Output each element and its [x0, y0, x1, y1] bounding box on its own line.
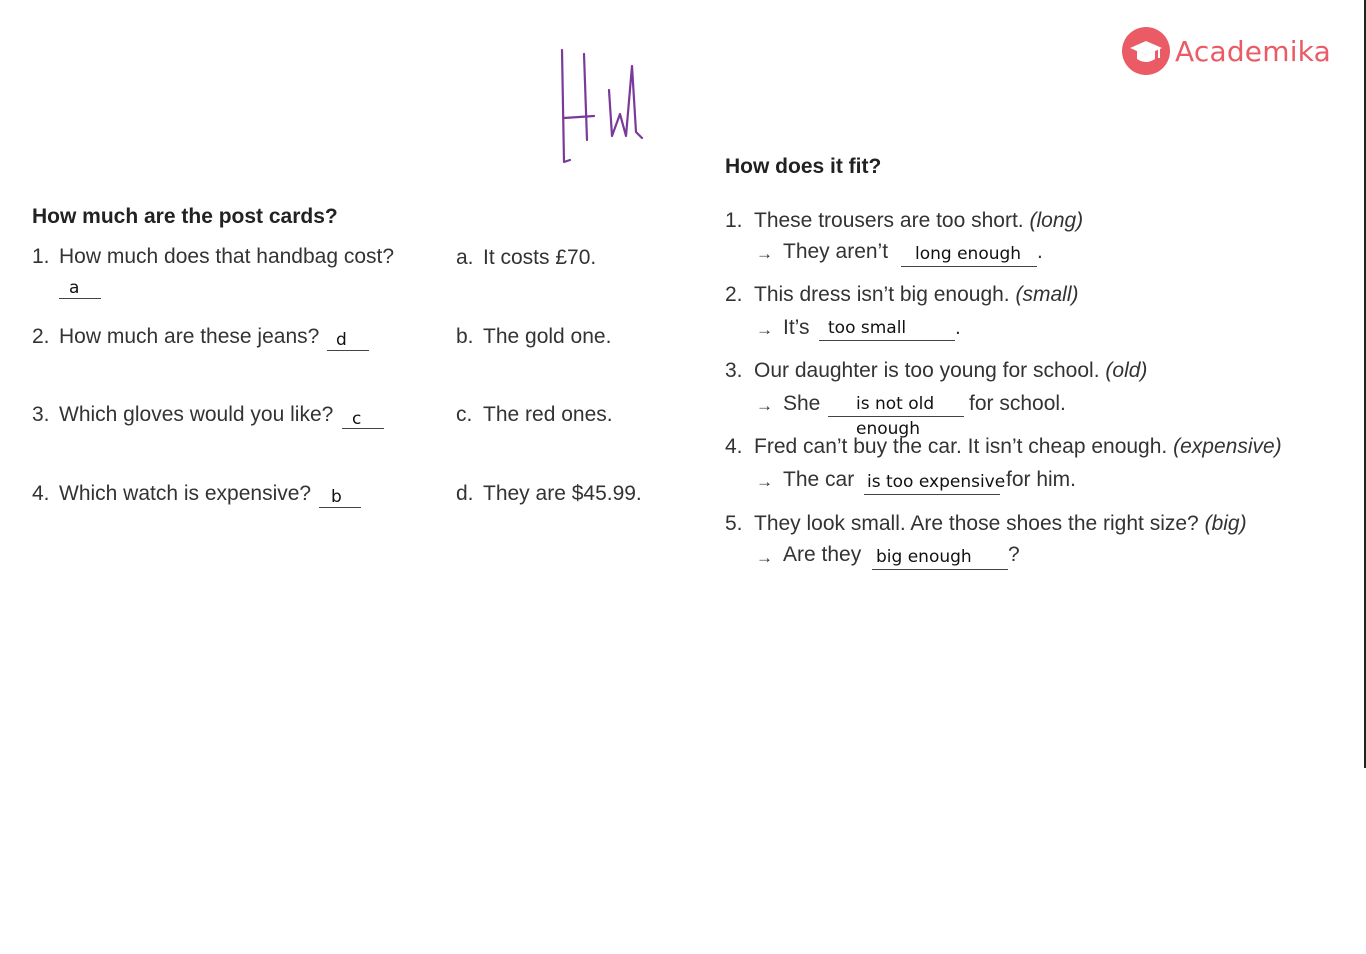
arrow-icon: → — [756, 244, 773, 263]
question-number: 1. — [32, 245, 50, 268]
option-text: The red ones. — [483, 403, 613, 426]
arrow-icon: → — [756, 320, 773, 339]
item-number: 5. — [725, 512, 743, 535]
option-letter: a. — [456, 246, 474, 269]
logo-text: Academika — [1175, 34, 1331, 68]
item-prefix: She — [783, 392, 821, 415]
answer-text: a — [69, 278, 80, 298]
item-prefix: Are they — [783, 543, 862, 566]
item-prefix: The car — [783, 468, 855, 491]
question-number: 4. — [32, 482, 50, 505]
item-prefix: They aren’t — [783, 240, 889, 263]
item-sentence: Fred can’t buy the car. It isn’t cheap enough. (expensive) — [754, 435, 1282, 458]
answer-blank[interactable] — [828, 394, 964, 417]
question-number: 2. — [32, 325, 50, 348]
item-suffix: for him. — [1006, 468, 1077, 491]
option-text: The gold one. — [483, 325, 612, 348]
question-text: Which gloves would you like? — [59, 403, 334, 426]
item-hint: (expensive) — [1173, 435, 1282, 458]
option-text: It costs £70. — [483, 246, 597, 269]
option-letter: b. — [456, 325, 474, 348]
option-letter: d. — [456, 482, 474, 505]
answer-blank[interactable] — [872, 547, 1008, 570]
answer-blank[interactable] — [59, 278, 101, 299]
question-text: Which watch is expensive? — [59, 482, 312, 505]
answer-blank[interactable] — [319, 487, 361, 508]
item-hint: (big) — [1204, 512, 1247, 535]
item-number: 4. — [725, 435, 743, 458]
item-number: 1. — [725, 209, 743, 232]
answer-blank[interactable] — [864, 472, 1006, 495]
item-number: 3. — [725, 359, 743, 382]
item-suffix: for school. — [969, 392, 1066, 415]
question-text: How much does that handbag cost? — [59, 245, 395, 268]
right-section-title: How does it fit? — [725, 155, 882, 178]
answer-text: c — [352, 409, 362, 429]
item-number: 2. — [725, 283, 743, 306]
arrow-icon: → — [756, 396, 773, 415]
answer-text: big enough — [876, 547, 972, 567]
answer-text: d — [336, 330, 347, 350]
item-sentence: Our daughter is too young for school. (old) — [754, 359, 1148, 382]
arrow-icon: → — [756, 548, 773, 567]
option-text: They are $45.99. — [483, 482, 642, 505]
left-section-title: How much are the post cards? — [32, 205, 338, 228]
answer-blank[interactable] — [342, 408, 384, 429]
item-hint: (small) — [1015, 283, 1079, 306]
answer-text: is not old — [856, 394, 935, 414]
item-sentence: These trousers are too short. (long) — [754, 209, 1084, 232]
option-letter: c. — [456, 403, 473, 426]
graduation-cap-icon — [1122, 27, 1170, 75]
answer-text: long enough — [915, 244, 1022, 264]
item-suffix: ? — [1008, 543, 1020, 566]
question-number: 3. — [32, 403, 50, 426]
handwritten-hw-icon — [554, 42, 654, 167]
answer-text: too small — [828, 318, 907, 338]
arrow-icon: → — [756, 472, 773, 491]
answer-blank[interactable] — [901, 244, 1037, 267]
item-sentence: This dress isn’t big enough. (small) — [754, 283, 1079, 306]
answer-text-continued: enough — [856, 419, 920, 439]
answer-blank[interactable] — [327, 330, 369, 351]
answer-blank[interactable] — [819, 318, 955, 341]
item-sentence: They look small. Are those shoes the right size? (big) — [754, 512, 1247, 535]
answer-text: is too expensive — [867, 472, 1006, 492]
answer-text: b — [331, 487, 342, 507]
item-suffix: . — [1037, 240, 1043, 263]
question-text: How much are these jeans? — [59, 325, 320, 348]
item-hint: (long) — [1029, 209, 1084, 232]
item-suffix: . — [955, 316, 961, 339]
item-hint: (old) — [1105, 359, 1148, 382]
item-prefix: It’s — [783, 316, 810, 339]
academika-logo — [1122, 26, 1331, 76]
